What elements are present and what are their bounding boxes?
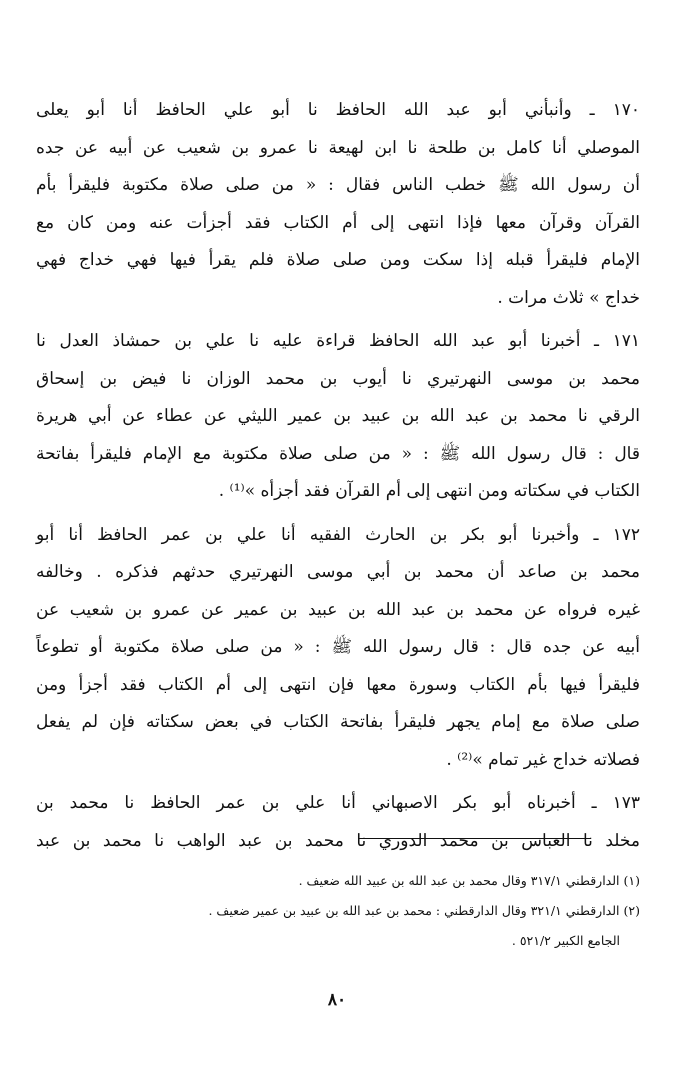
footnote-separator	[358, 838, 590, 839]
text-line: القرآن وقرآن معها فإذا انتهى إلى أم الكتاب فقد أجزأت عنه ومن كان مع	[36, 212, 640, 233]
text-line: الكتاب في سكتاته ومن انتهى إلى أم القرآن فقد أجزأه »⁽¹⁾ .	[218, 481, 640, 501]
text-line: قال : قال رسول الله ﷺ : « من صلى صلاة مكتوبة مع الإمام فليقرأ بفاتحة	[36, 443, 640, 464]
text-line: فليقرأ فيها بأم الكتاب وسورة معها فإن انتهى إلى أم الكتاب فقد أجزأ ومن	[36, 674, 640, 695]
page-number: ٨٠	[327, 990, 347, 1010]
text-line: ١٧٠ ـ وأنبأني أبو عبد الله الحافظ نا أبو علي الحافظ أنا أبو يعلى	[36, 100, 640, 120]
paragraph-171	[36, 323, 640, 511]
paragraph-172	[36, 517, 640, 780]
text-line: أبيه عن جده قال : قال رسول الله ﷺ : « من صلى صلاة مكتوبة أو تطوعاً	[36, 637, 640, 657]
text-line: محمد بن صاعد أن محمد بن أبي موسى النهرتيري حدثهم فذكره . وخالفه	[36, 562, 640, 582]
footnote-2: (٢) الدارقطني ٣٢١/١ وقال الدارقطني : محمد بن عبد الله بن عبيد بن عمير ضعيف .	[208, 903, 640, 918]
text-line: أن رسول الله ﷺ خطب الناس فقال : « من صلى صلاة مكتوبة فليقرأ بأم	[36, 175, 640, 195]
text-line: ١٧٣ ـ أخبرناه أبو بكر الاصبهاني أنا علي بن عمر الحافظ نا محمد بن	[36, 793, 640, 813]
paragraph-173	[36, 785, 640, 860]
text-line: فصلاته خداج غير تمام »⁽²⁾ .	[446, 749, 640, 770]
text-line: محمد بن موسى النهرتيري نا أيوب بن محمد الوزان نا فيض بن إسحاق	[36, 368, 640, 389]
footnotes	[80, 866, 640, 956]
text-line: ١٧١ ـ أخبرنا أبو عبد الله الحافظ قراءة عليه نا علي بن حمشاذ العدل نا	[36, 331, 640, 351]
text-line: صلى صلاة مع إمام يجهر فليقرأ بفاتحة الكتاب في بعض سكتاته فإن لم يفعل	[36, 712, 640, 732]
text-line: مخلد نا العباس بن محمد الدوري نا محمد بن عبد الواهب نا محمد بن عبد	[36, 830, 640, 851]
text-line: الإمام فليقرأ قبله إذا سكت ومن صلى صلاة فلم يقرأ فيها فهي خداج فهي	[36, 250, 640, 270]
paragraph-170	[36, 92, 640, 317]
text-line: الموصلي أنا كامل بن طلحة نا ابن لهيعة نا عمرو بن شعيب عن أبيه عن جده	[36, 137, 640, 158]
text-line: الرقي نا محمد بن عبد الله بن عبيد بن عمير الليثي عن عطاء عن أبي هريرة	[36, 406, 640, 426]
footnote-2-continuation: الجامع الكبير ٥٢١/٢ .	[511, 933, 620, 948]
footnote-1: (١) الدارقطني ٣١٧/١ وقال محمد بن عبد الله بن عبيد الله ضعيف .	[298, 873, 640, 888]
text-line: خداج » ثلاث مرات .	[497, 287, 640, 308]
text-line: غيره فرواه عن محمد بن عبد الله بن عبيد بن عمير عن عمرو بن شعيب عن	[36, 599, 640, 620]
text-line: ١٧٢ ـ وأخبرنا أبو بكر بن الحارث الفقيه أنا علي بن عمر الحافظ أنا أبو	[36, 524, 640, 545]
page-body	[36, 92, 640, 866]
